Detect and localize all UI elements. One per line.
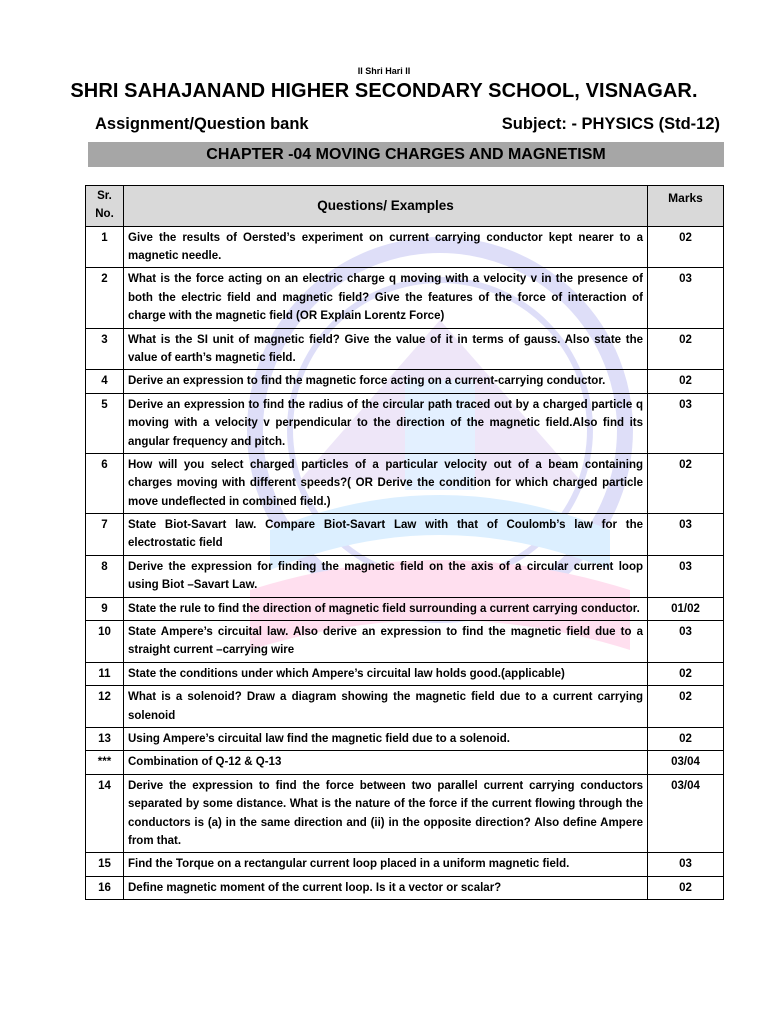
row-marks: 02 <box>648 226 724 268</box>
document-type: Assignment/Question bank <box>95 115 309 133</box>
row-question: State the rule to find the direction of magnetic field surrounding a current carrying conductor. <box>124 597 648 620</box>
table-row <box>86 328 724 370</box>
marks-header: Marks <box>648 186 724 227</box>
row-sr-no: 2 <box>86 268 124 328</box>
row-sr-no: 11 <box>86 662 124 685</box>
pre-title: II Shri Hari II <box>357 66 411 76</box>
row-marks: 03 <box>648 555 724 597</box>
row-question: Derive the expression to find the force between two parallel current carrying conductors separated by some distance. What is the nature of the force if the current flowing through the conductors is (a) in the same direction and (ii) in the opposite direction? Also define Ampere from that. <box>124 774 648 853</box>
row-question: Give the results of Oersted’s experiment on current carrying conductor kept nearer to a magnetic needle. <box>124 226 648 268</box>
row-question: Using Ampere’s circuital law find the magnetic field due to a solenoid. <box>124 728 648 751</box>
table-header-row <box>86 186 724 227</box>
row-question: What is the SI unit of magnetic field? Give the value of it in terms of gauss. Also state the value of earth’s magnetic field. <box>124 328 648 370</box>
row-sr-no: 5 <box>86 393 124 453</box>
table-row <box>86 597 724 620</box>
row-marks: 03/04 <box>648 751 724 774</box>
row-sr-no: 16 <box>86 876 124 899</box>
row-sr-no: *** <box>86 751 124 774</box>
row-marks: 02 <box>648 686 724 728</box>
row-sr-no: 13 <box>86 728 124 751</box>
table-row <box>86 226 724 268</box>
row-sr-no: 8 <box>86 555 124 597</box>
table-row <box>86 370 724 393</box>
table-row <box>86 393 724 453</box>
subtitle-line <box>95 115 720 139</box>
row-marks: 03 <box>648 621 724 663</box>
questions-header: Questions/ Examples <box>124 186 648 227</box>
sr-header-line2: No. <box>95 207 114 220</box>
row-question: Find the Torque on a rectangular current loop placed in a uniform magnetic field. <box>124 853 648 876</box>
row-marks: 02 <box>648 876 724 899</box>
row-question: State Biot-Savart law. Compare Biot-Savart Law with that of Coulomb’s law for the electrostatic field <box>124 514 648 556</box>
sr-header-line1: Sr. <box>97 190 112 202</box>
row-marks: 03 <box>648 853 724 876</box>
row-sr-no: 9 <box>86 597 124 620</box>
table-row <box>86 555 724 597</box>
row-sr-no: 3 <box>86 328 124 370</box>
row-question: What is a solenoid? Draw a diagram showing the magnetic field due to a current carrying solenoid <box>124 686 648 728</box>
row-marks: 03 <box>648 393 724 453</box>
row-sr-no: 1 <box>86 226 124 268</box>
table-row <box>86 853 724 876</box>
row-question: Derive an expression to find the radius of the circular path traced out by a charged particle q moving with a velocity v perpendicular to the direction of the magnetic field.Also find its angular frequency and pitch. <box>124 393 648 453</box>
sr-no-header <box>86 186 124 227</box>
row-question: Define magnetic moment of the current loop. Is it a vector or scalar? <box>124 876 648 899</box>
table-row <box>86 453 724 513</box>
table-row <box>86 686 724 728</box>
row-marks: 03 <box>648 268 724 328</box>
row-marks: 03/04 <box>648 774 724 853</box>
question-table <box>85 185 724 900</box>
table-row <box>86 621 724 663</box>
row-sr-no: 6 <box>86 453 124 513</box>
row-question: Derive the expression for finding the magnetic field on the axis of a circular current loop using Biot –Savart Law. <box>124 555 648 597</box>
row-question: Derive an expression to find the magnetic force acting on a current-carrying conductor. <box>124 370 648 393</box>
chapter-banner: CHAPTER -04 MOVING CHARGES AND MAGNETISM <box>88 142 724 167</box>
school-name: SHRI SAHAJANAND HIGHER SECONDARY SCHOOL, VISNAGAR. <box>70 80 698 102</box>
table-row <box>86 774 724 853</box>
table-row <box>86 876 724 899</box>
row-question: Combination of Q-12 & Q-13 <box>124 751 648 774</box>
row-sr-no: 14 <box>86 774 124 853</box>
row-sr-no: 12 <box>86 686 124 728</box>
table-row <box>86 728 724 751</box>
row-sr-no: 4 <box>86 370 124 393</box>
table-row <box>86 268 724 328</box>
table-row <box>86 751 724 774</box>
table-row <box>86 514 724 556</box>
row-marks: 03 <box>648 514 724 556</box>
row-question: State the conditions under which Ampere’s circuital law holds good.(applicable) <box>124 662 648 685</box>
row-sr-no: 15 <box>86 853 124 876</box>
table-row <box>86 662 724 685</box>
row-marks: 02 <box>648 453 724 513</box>
row-marks: 02 <box>648 728 724 751</box>
row-question: What is the force acting on an electric charge q moving with a velocity v in the presence of both the electric field and magnetic field? Give the features of the force of interaction of charge with the magnetic field (OR Explain Lorentz Force) <box>124 268 648 328</box>
row-sr-no: 7 <box>86 514 124 556</box>
subject-label: Subject: - PHYSICS (Std-12) <box>501 115 720 133</box>
row-marks: 01/02 <box>648 597 724 620</box>
row-marks: 02 <box>648 328 724 370</box>
row-question: State Ampere’s circuital law. Also derive an expression to find the magnetic field due to a straight current –carrying wire <box>124 621 648 663</box>
row-question: How will you select charged particles of a particular velocity out of a beam containing charges moving with different speeds?( OR Derive the condition for which charged particle move undeflected in combined field.) <box>124 453 648 513</box>
row-sr-no: 10 <box>86 621 124 663</box>
row-marks: 02 <box>648 662 724 685</box>
row-marks: 02 <box>648 370 724 393</box>
